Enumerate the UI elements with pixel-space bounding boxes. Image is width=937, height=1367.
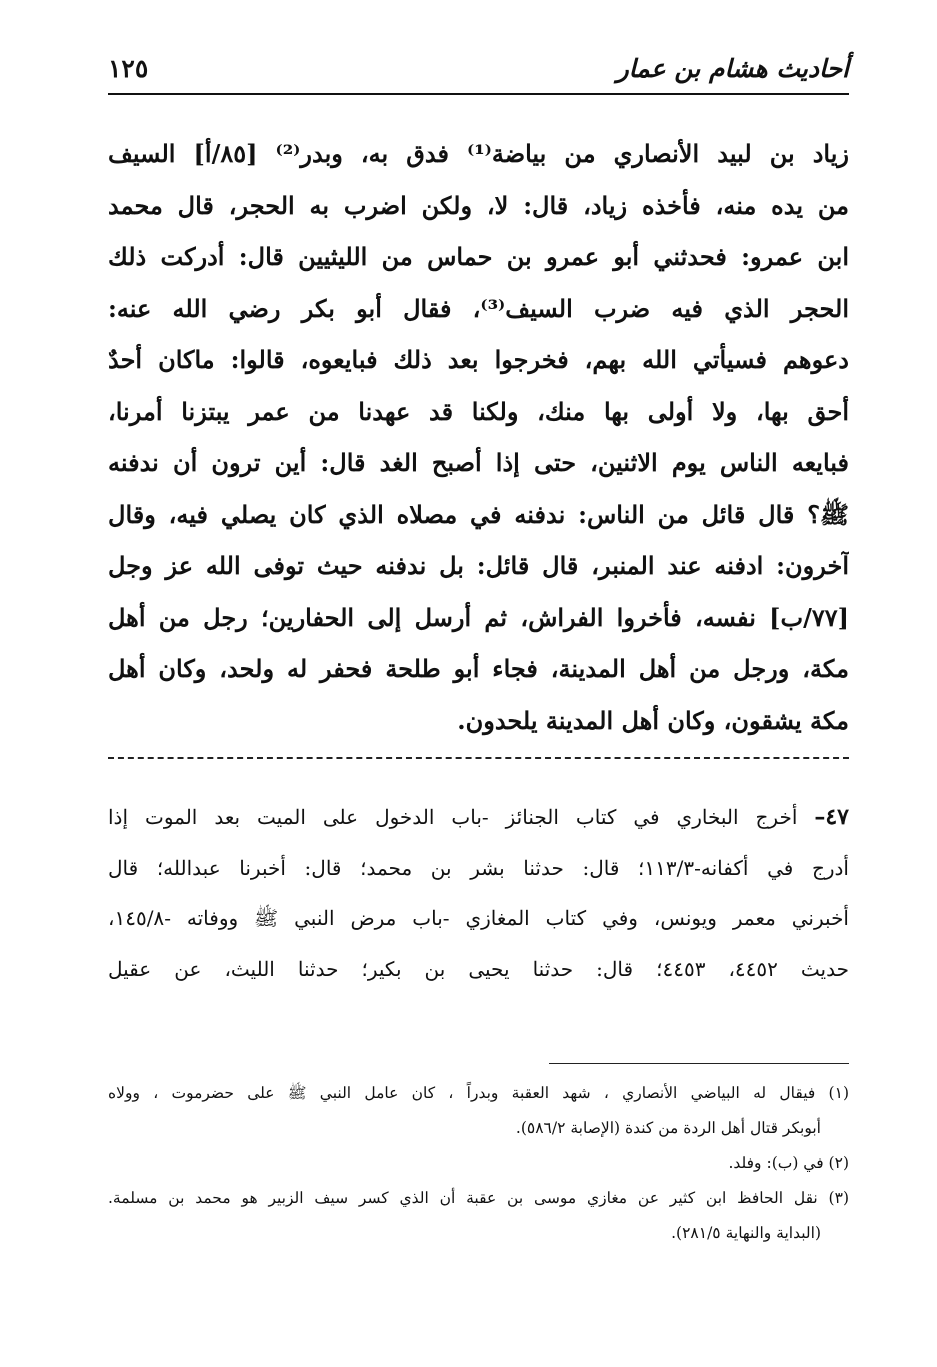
main-text-line: الحجر الذي فيه ضرب السيف⁽³⁾، فقال أبو بكر رضي الله عنه: xyxy=(108,293,849,323)
main-text-line: أحق بها، ولا أولى بها منك، ولكنا قد عهدنا من عمر يبتزنا أمرنا، xyxy=(108,396,849,426)
commentary-line xyxy=(108,792,849,843)
footnote-line: (البداية والنهاية ٢٨١/٥). xyxy=(671,1224,821,1242)
commentary-line: أدرج في أكفانه-١١٣/٣؛ قال: حدثنا بشر بن محمد؛ قال: أخبرنا عبدالله؛ قال xyxy=(108,855,849,880)
commentary-line: أخبرني معمر ويونس، وفي كتاب المغازي -باب مرض النبي ﷺ ووفاته -١٤٥/٨، xyxy=(108,906,849,930)
footnote-rule xyxy=(549,1063,849,1064)
main-text-line: ﷺ؟ قال قائل من الناس: ندفنه في مصلاه الذي كان يصلي فيه، وقال xyxy=(108,499,849,529)
commentary-text: أخرج البخاري في كتاب الجنائز -باب الدخول على الميت بعد الموت إذا xyxy=(108,805,815,829)
commentary-line: حديث ٤٤٥٢، ٤٤٥٣؛ قال: حدثنا يحيى بن بكير؛ حدثنا الليث، عن عقيل xyxy=(108,956,849,981)
main-text-line: [٧٧/ب] نفسه، فأخروا الفراش، ثم أرسل إلى الحفارين؛ رجل من أهل xyxy=(108,602,849,632)
main-text-line: مكة يشقون، وكان أهل المدينة يلحدون. xyxy=(457,705,849,735)
main-text-line: من يده منه، فأخذه زياد، قال: لا، ولكن اضرب به الحجر، قال محمد xyxy=(108,190,849,220)
footnote-line: أبوبكر قتال أهل الردة من كندة (الإصابة ٥٨٦/٢). xyxy=(515,1119,821,1137)
footnote-line: (٢) في (ب): وفلد. xyxy=(728,1154,849,1172)
header-rule xyxy=(108,93,849,95)
main-text-line: دعوهم فسيأتي الله بهم، فخرجوا بعد ذلك فبايعوه، قالوا: ماكان أحدٌ xyxy=(108,345,849,374)
dashed-separator xyxy=(108,757,849,759)
hadith-number: ٤٧– xyxy=(814,804,849,830)
main-text-line: زياد بن لبيد الأنصاري من بياضة⁽¹⁾ فدق به، وبدر⁽²⁾ [٨٥/أ] السيف xyxy=(108,139,849,168)
footnote-line: (١) فيقال له البياضي الأنصاري ، شهد العقبة وبدراً ، كان عامل النبي ﷺ على حضرموت ، وولاه xyxy=(108,1084,849,1102)
commentary-section xyxy=(108,792,849,994)
main-text-line: آخرون: ادفنه عند المنبر، قال قائل: بل ندفنه حيث توفى الله عز وجل xyxy=(108,551,849,580)
main-text-line: فبايعه الناس يوم الاثنين، حتى إذا أصبح الغد قال: أين ترون أن ندفنه xyxy=(108,448,849,477)
main-text-line: مكة، ورجل من أهل المدينة، فجاء أبو طلحة فحفر له ولحد، وكان أهل xyxy=(108,654,849,683)
main-text xyxy=(108,128,849,746)
footnote-line: (٣) نقل الحافظ ابن كثير عن مغازي موسى بن عقبة أن الذي كسر سيف الزبير هو محمد بن مسلمة. xyxy=(108,1189,849,1207)
running-header xyxy=(108,52,849,92)
footnotes xyxy=(108,1076,849,1251)
book-title: أحاديث هشام بن عمار xyxy=(616,54,849,83)
page-number: ١٢٥ xyxy=(108,54,149,83)
main-text-line: ابن عمرو: فحدثني أبو عمرو بن حماس من الليثيين قال: أدركت ذلك xyxy=(108,242,849,271)
